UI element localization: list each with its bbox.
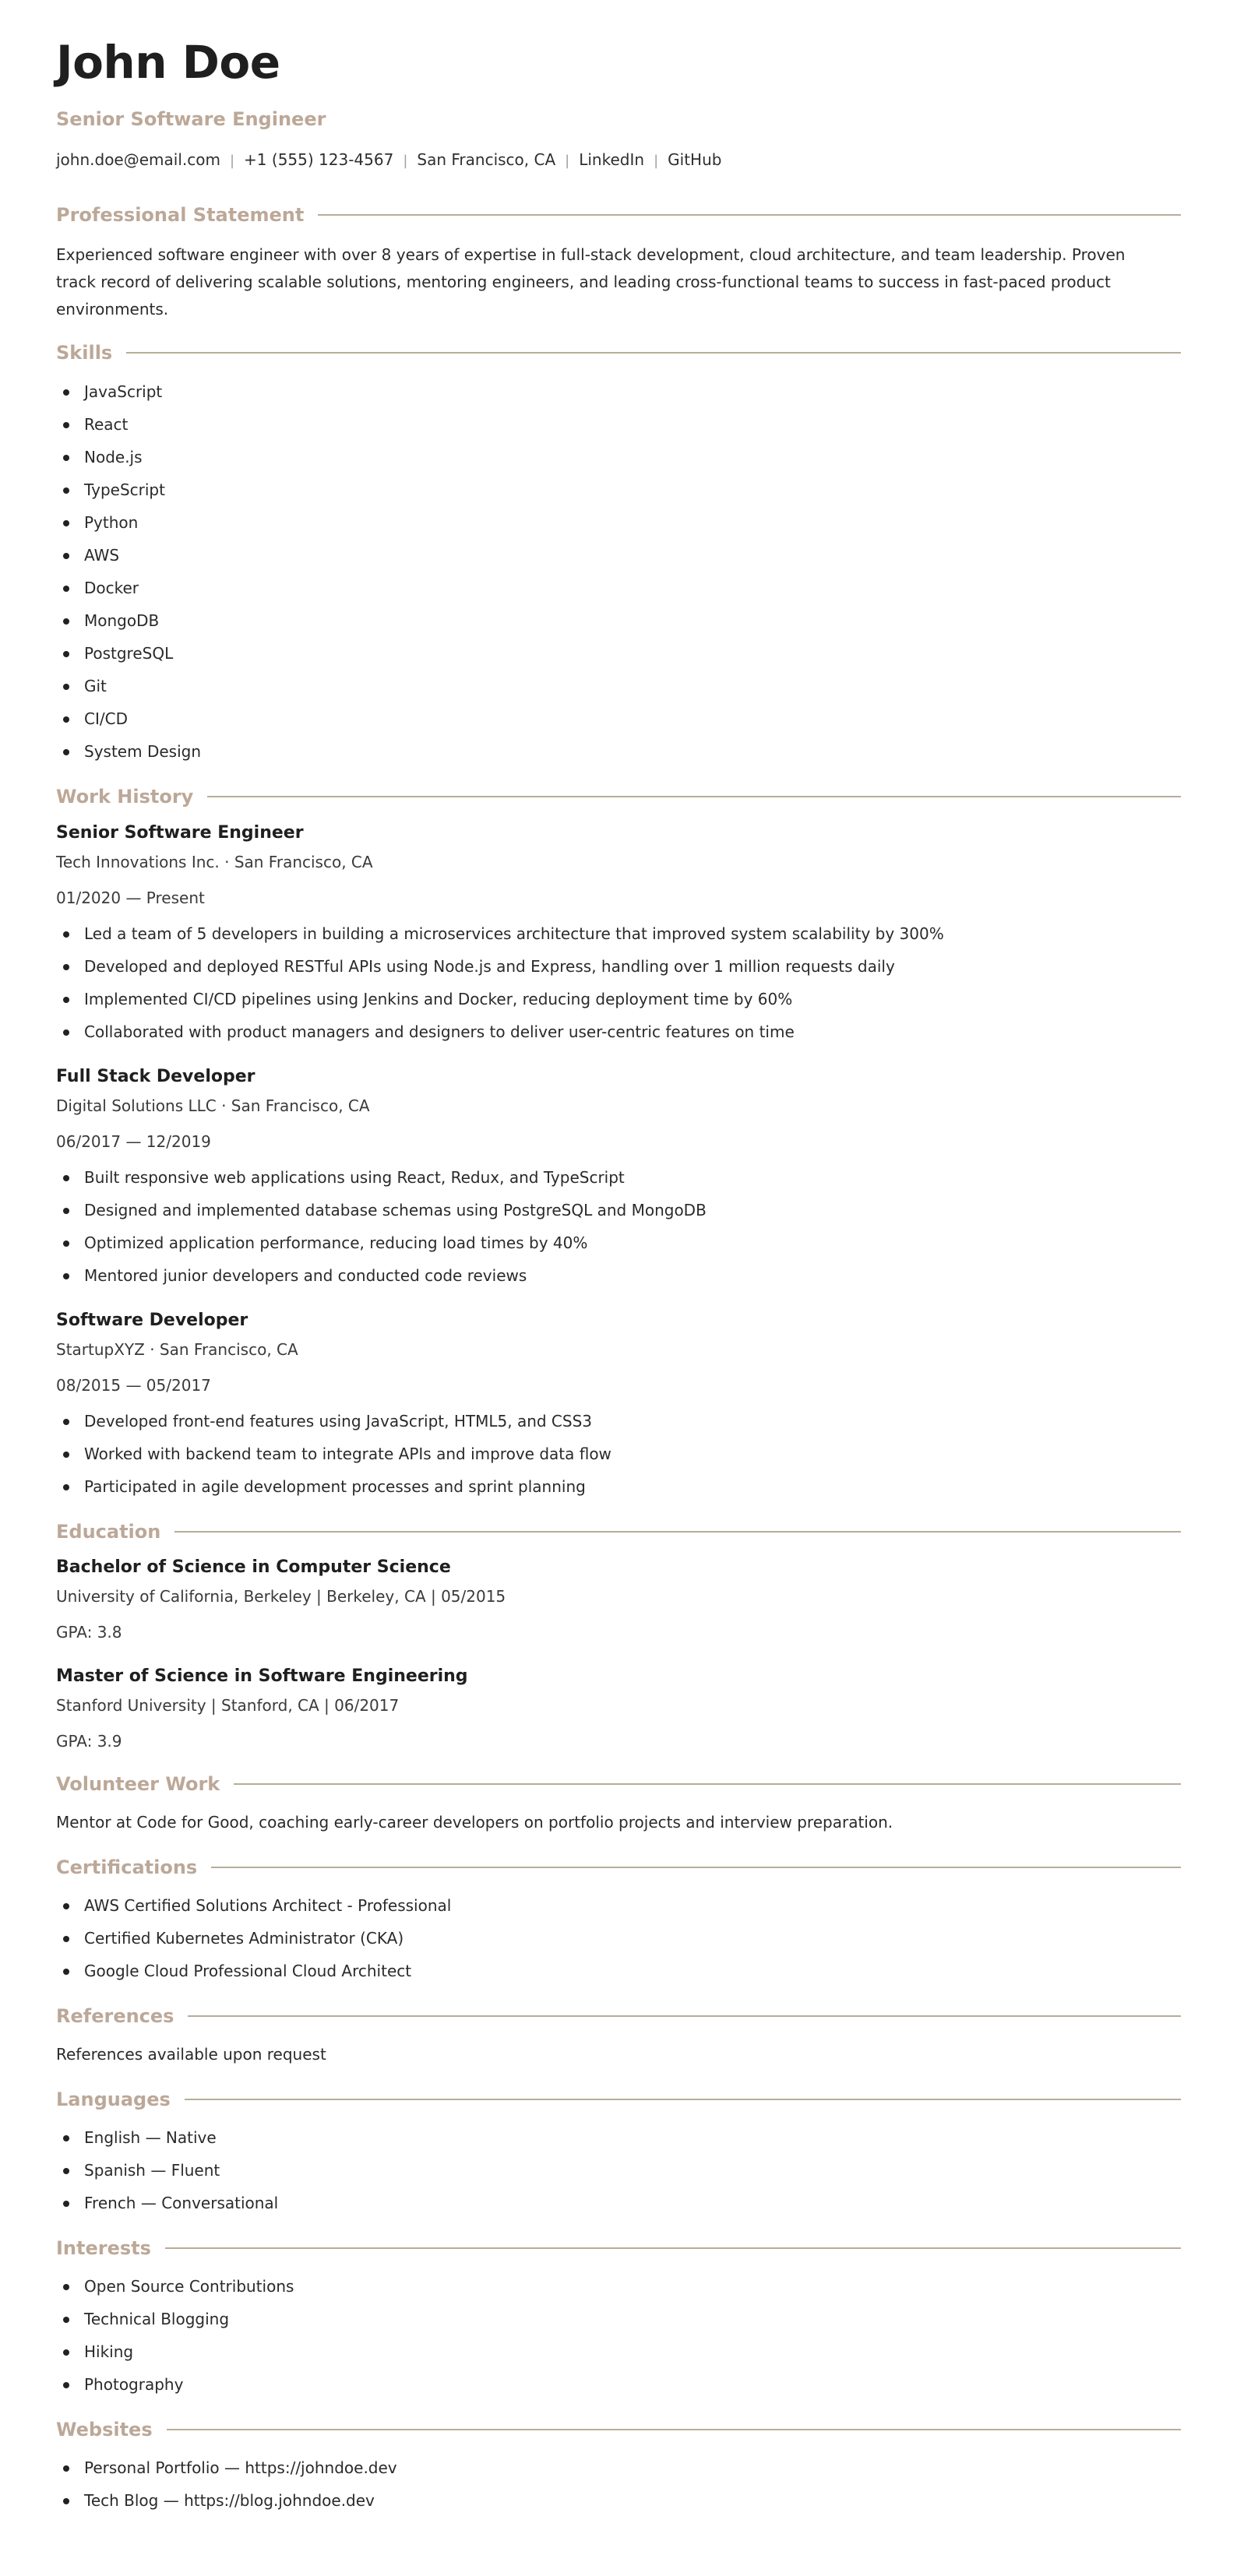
job-bullet: Implemented CI/CD pipelines using Jenkins and Docker, reducing deployment time by 60% (56, 983, 1162, 1015)
degree-gpa: GPA: 3.9 (56, 1732, 122, 1751)
interests-list (56, 2270, 1162, 2401)
section-heading-label: Work History (56, 786, 194, 808)
section-heading-label: Certifications (56, 1856, 198, 1878)
section-heading-label: Volunteer Work (56, 1773, 220, 1795)
contact-email[interactable]: john.doe@email.com (56, 150, 220, 169)
job-company: Tech Innovations Inc. · San Francisco, CA (56, 853, 373, 871)
section-heading-label: Professional Statement (56, 204, 305, 226)
skills-list (56, 375, 1162, 768)
contact-separator: | (565, 153, 570, 169)
job-bullets (56, 1161, 1162, 1292)
candidate-headline: Senior Software Engineer (56, 108, 326, 130)
job-bullet: Participated in agile development processes and sprint planning (56, 1470, 1162, 1503)
section-heading-label: Skills (56, 342, 113, 364)
section-heading-references (56, 2004, 1181, 2029)
job-bullets (56, 917, 1162, 1048)
job-company: Digital Solutions LLC · San Francisco, CA (56, 1096, 370, 1115)
interest-item: Technical Blogging (56, 2303, 1162, 2335)
section-heading-volunteer (56, 1772, 1181, 1797)
contact-github-link[interactable]: GitHub (668, 150, 722, 169)
job-bullet: Mentored junior developers and conducted code reviews (56, 1259, 1162, 1292)
volunteer-text: Mentor at Code for Good, coaching early-career developers on portfolio projects and interview preparation. (56, 1813, 893, 1832)
candidate-name: John Doe (56, 36, 280, 89)
skill-item: TypeScript (56, 473, 1162, 506)
skill-item: Node.js (56, 441, 1162, 473)
skill-item: Python (56, 506, 1162, 539)
job-bullet: Optimized application performance, reducing load times by 40% (56, 1226, 1162, 1259)
degree-title: Master of Science in Software Engineering (56, 1666, 468, 1686)
section-divider (126, 352, 1181, 354)
job-bullet: Developed front-end features using JavaScript, HTML5, and CSS3 (56, 1405, 1162, 1438)
section-divider (207, 796, 1181, 797)
job-bullet: Led a team of 5 developers in building a microservices architecture that improved system scalability by 300% (56, 917, 1162, 950)
references-text: References available upon request (56, 2045, 326, 2064)
certification-item: Certified Kubernetes Administrator (CKA) (56, 1922, 1162, 1955)
contact-separator: | (229, 153, 235, 169)
job-company: StartupXYZ · San Francisco, CA (56, 1340, 298, 1359)
contact-bar (56, 150, 721, 171)
job-title: Software Developer (56, 1311, 248, 1330)
statement-text: Experienced software engineer with over 8 years of expertise in full-stack development, cloud architecture, and team leadership. Proven track record of delivering scalable solutions, mentoring engineers, and leading cross-functional teams to success in fast-paced product environments. (56, 245, 1126, 318)
skill-item: PostgreSQL (56, 637, 1162, 670)
skill-item: System Design (56, 735, 1162, 768)
degree-details: Stanford University | Stanford, CA | 06/2017 (56, 1696, 400, 1715)
section-heading-label: Languages (56, 2089, 171, 2110)
section-heading-skills (56, 340, 1181, 365)
degree-title: Bachelor of Science in Computer Science (56, 1557, 451, 1577)
section-divider (188, 2015, 1181, 2017)
websites-list (56, 2451, 1162, 2517)
section-heading-websites (56, 2417, 1181, 2442)
job-bullet: Built responsive web applications using React, Redux, and TypeScript (56, 1161, 1162, 1194)
section-divider (211, 1867, 1181, 1868)
job-dates: 08/2015 — 05/2017 (56, 1376, 211, 1395)
section-divider (165, 2247, 1181, 2249)
section-divider (318, 214, 1181, 216)
certification-item: AWS Certified Solutions Architect - Professional (56, 1889, 1162, 1922)
section-heading-label: Interests (56, 2237, 151, 2259)
section-heading-interests (56, 2236, 1181, 2261)
language-item: French — Conversational (56, 2187, 1162, 2219)
skill-item: Docker (56, 572, 1162, 604)
job-title: Full Stack Developer (56, 1067, 256, 1086)
section-heading-label: Education (56, 1521, 161, 1543)
skill-item: CI/CD (56, 702, 1162, 735)
skill-item: AWS (56, 539, 1162, 572)
contact-phone: +1 (555) 123-4567 (244, 150, 394, 169)
job-bullet: Collaborated with product managers and designers to deliver user-centric features on time (56, 1015, 1162, 1048)
languages-list (56, 2121, 1162, 2219)
job-bullet: Designed and implemented database schemas using PostgreSQL and MongoDB (56, 1194, 1162, 1226)
section-heading-label: Websites (56, 2419, 153, 2441)
interest-item: Photography (56, 2368, 1162, 2401)
section-divider (167, 2429, 1181, 2430)
section-heading-work-history (56, 784, 1181, 809)
contact-separator: | (654, 153, 659, 169)
website-link[interactable]: Tech Blog — https://blog.johndoe.dev (56, 2484, 1162, 2517)
section-heading-education (56, 1519, 1181, 1544)
section-divider (185, 2099, 1181, 2100)
contact-linkedin-link[interactable]: LinkedIn (579, 150, 645, 169)
section-heading-certifications (56, 1855, 1181, 1880)
section-heading-label: References (56, 2005, 174, 2027)
degree-details: University of California, Berkeley | Berkeley, CA | 05/2015 (56, 1587, 506, 1606)
contact-location: San Francisco, CA (417, 150, 556, 169)
certification-item: Google Cloud Professional Cloud Architect (56, 1955, 1162, 1987)
section-heading-statement (56, 202, 1181, 227)
interest-item: Hiking (56, 2335, 1162, 2368)
contact-separator: | (403, 153, 408, 169)
degree-gpa: GPA: 3.8 (56, 1623, 122, 1642)
section-heading-languages (56, 2087, 1181, 2112)
interest-item: Open Source Contributions (56, 2270, 1162, 2303)
skill-item: React (56, 408, 1162, 441)
skill-item: JavaScript (56, 375, 1162, 408)
website-link[interactable]: Personal Portfolio — https://johndoe.dev (56, 2451, 1162, 2484)
job-title: Senior Software Engineer (56, 823, 304, 843)
language-item: English — Native (56, 2121, 1162, 2154)
job-bullet: Developed and deployed RESTful APIs using Node.js and Express, handling over 1 million requests daily (56, 950, 1162, 983)
job-bullets (56, 1405, 1162, 1503)
skill-item: Git (56, 670, 1162, 702)
section-divider (174, 1531, 1181, 1533)
job-dates: 06/2017 — 12/2019 (56, 1132, 211, 1151)
job-dates: 01/2020 — Present (56, 889, 205, 907)
skill-item: MongoDB (56, 604, 1162, 637)
certifications-list (56, 1889, 1162, 1987)
section-divider (234, 1783, 1181, 1785)
job-bullet: Worked with backend team to integrate APIs and improve data flow (56, 1438, 1162, 1470)
language-item: Spanish — Fluent (56, 2154, 1162, 2187)
